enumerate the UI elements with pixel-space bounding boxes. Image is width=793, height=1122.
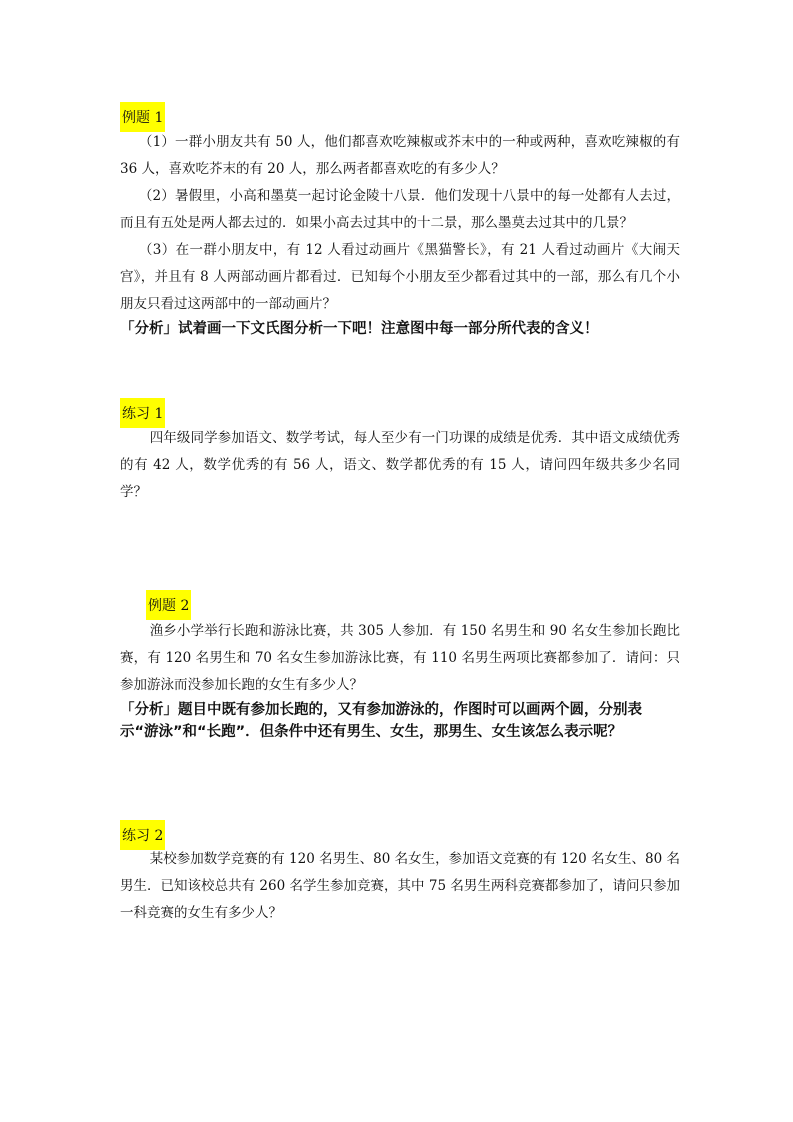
example-1-question-2: （2）暑假里，小高和墨莫一起讨论金陵十八景．他们发现十八景中的每一处都有人去过，而且有五处是两人都去过的．如果小高去过其中的十二景，那么墨莫去过其中的几景？ [120,188,680,231]
example-1-question-3: （3）在一群小朋友中，有 12 人看过动画片《黑猫警长》，有 21 人看过动画片《大闹天宫》，并且有 8 人两部动画片都看过．已知每个小朋友至少都看过其中的一部，那么有几个小朋友只看过这两部中的一部动画片？ [120,242,680,312]
practice-2-label: 练习 2 [120,820,165,850]
example-2-section [146,590,680,620]
practice-1-label: 练习 1 [120,398,165,428]
practice-2-body [120,846,680,927]
example-2-analysis: 「分析」题目中既有参加长跑的，又有参加游泳的，作图时可以画两个圆，分别表示“游泳”和“长跑”．但条件中还有男生、女生，那男生、女生该怎么表示呢？ [120,702,642,740]
practice-1-body [120,425,680,506]
example-1-analysis: 「分析」试着画一下文氏图分析一下吧！注意图中每一部分所代表的含义！ [120,321,599,337]
example-1-section [120,102,680,132]
practice-1-text: 四年级同学参加语文、数学考试，每人至少有一门功课的成绩是优秀．其中语文成绩优秀的有 42 人，数学优秀的有 56 人，语文、数学都优秀的有 15 人，请问四年级共多少名同学？ [120,430,680,500]
example-2-text: 渔乡小学举行长跑和游泳比赛，共 305 人参加．有 150 名男生和 90 名女生参加长跑比赛，有 120 名男生和 70 名女生参加游泳比赛，有 110 名男生两项比赛都参加了．请问：只参加游泳而没参加长跑的女生有多少人？ [120,623,680,693]
example-1-question-1: （1）一群小朋友共有 50 人，他们都喜欢吃辣椒或芥末中的一种或两种，喜欢吃辣椒的有 36 人，喜欢吃芥末的有 20 人，那么两者都喜欢吃的有多少人？ [120,134,680,177]
example-2-body [120,618,680,743]
example-1-body [120,129,680,340]
example-2-label: 例题 2 [146,590,191,620]
practice-1-section [120,398,680,428]
example-1-label: 例题 1 [120,102,165,132]
practice-2-text: 某校参加数学竞赛的有 120 名男生、80 名女生，参加语文竞赛的有 120 名女生、80 名男生．已知该校总共有 260 名学生参加竞赛，其中 75 名男生两科竞赛都参加了，请问只参加一科竞赛的女生有多少人？ [120,851,680,921]
